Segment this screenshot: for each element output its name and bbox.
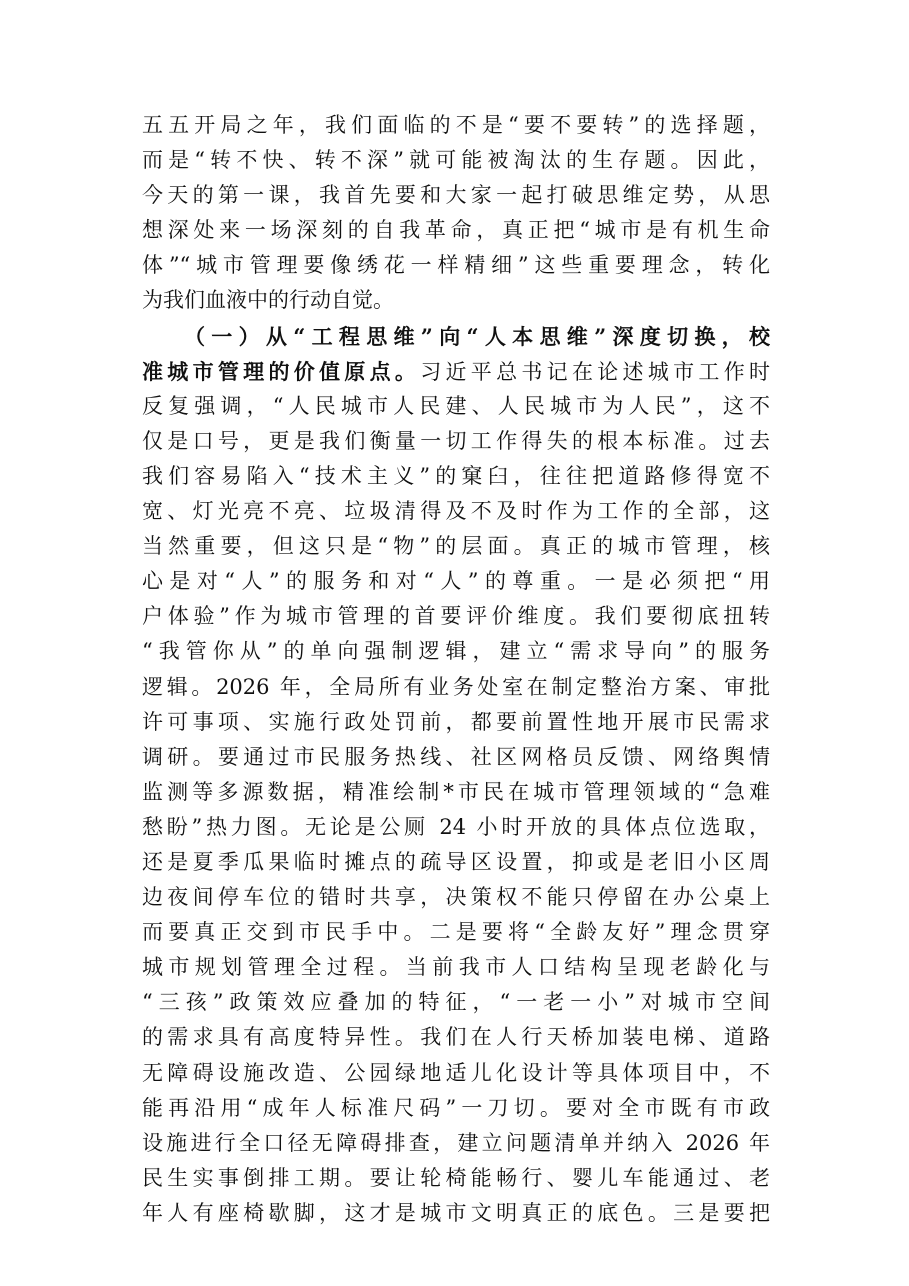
text-segment: 仅是口号，更是我们衡量一切工作得失的根本标准。过去 bbox=[142, 428, 770, 453]
text-line bbox=[142, 705, 770, 740]
text-segment: 宽、灯光亮不亮、垃圾清得及不及时作为工作的全部，这 bbox=[142, 499, 770, 524]
text-segment: 还是夏季瓜果临时摊点的疏导区设置，抑或是老旧小区周 bbox=[142, 849, 770, 874]
text-segment: 愁盼”热力图。无论是公厕 24 小时开放的具体点位选取， bbox=[142, 814, 770, 839]
text-line bbox=[142, 599, 770, 634]
text-segment: 体”“城市管理要像绣花一样精细”这些重要理念，转化 bbox=[142, 253, 770, 278]
text-segment: 边夜间停车位的错时共享，决策权不能只停留在办公桌上 bbox=[142, 885, 770, 910]
text-line bbox=[142, 985, 770, 1020]
text-segment: 而是“转不快、转不深”就可能被淘汰的生存题。因此， bbox=[142, 148, 770, 173]
text-line bbox=[142, 1056, 770, 1091]
text-segment: “三孩”政策效应叠加的特征，“一老一小”对城市空间 bbox=[142, 990, 770, 1015]
text-segment: 无障碍设施改造、公园绿地适儿化设计等具体项目中，不 bbox=[142, 1060, 770, 1085]
text-segment: 反复强调，“人民城市人民建、人民城市为人民”，这不 bbox=[142, 393, 770, 418]
text-segment: 设施进行全口径无障碍排查，建立问题清单并纳入 2026 年 bbox=[142, 1130, 770, 1155]
text-line bbox=[142, 915, 770, 950]
section-heading-line bbox=[142, 319, 770, 354]
text-line bbox=[142, 634, 770, 669]
text-segment: 的需求具有高度特异性。我们在人行天桥加装电梯、道路 bbox=[142, 1025, 770, 1050]
text-segment: 为我们血液中的行动自觉。 bbox=[142, 288, 394, 313]
text-line bbox=[142, 810, 770, 845]
text-line bbox=[142, 178, 770, 213]
text-segment: 五五开局之年，我们面临的不是“要不要转”的选择题， bbox=[142, 113, 770, 137]
text-segment: 我们容易陷入“技术主义”的窠臼，往往把道路修得宽不 bbox=[142, 463, 770, 488]
section-heading: （一）从“工程思维”向“人本思维”深度切换，校 bbox=[184, 323, 770, 349]
text-line bbox=[142, 248, 770, 283]
text-line bbox=[142, 1196, 770, 1231]
text-segment: 调研。要通过市民服务热线、社区网格员反馈、网络舆情 bbox=[142, 744, 770, 769]
text-line bbox=[142, 880, 770, 915]
text-segment: 今天的第一课，我首先要和大家一起打破思维定势，从思 bbox=[142, 183, 770, 208]
text-line bbox=[142, 1161, 770, 1196]
text-line bbox=[142, 108, 770, 143]
text-segment: 心是对“人”的服务和对“人”的尊重。一是必须把“用 bbox=[142, 569, 770, 594]
text-segment: “我管你从”的单向强制逻辑，建立“需求导向”的服务 bbox=[142, 639, 770, 664]
text-line bbox=[142, 1091, 770, 1126]
text-line bbox=[142, 213, 770, 248]
text-segment: 民生实事倒排工期。要让轮椅能畅行、婴儿车能通过、老 bbox=[142, 1165, 770, 1190]
text-segment: 监测等多源数据，精准绘制*市民在城市管理领域的“急难 bbox=[142, 779, 770, 804]
text-line bbox=[142, 389, 770, 424]
text-line bbox=[142, 670, 770, 705]
text-segment: 习近平总书记在论述城市工作时 bbox=[420, 359, 770, 384]
text-segment: 许可事项、实施行政处罚前，都要前置性地开展市民需求 bbox=[142, 709, 770, 734]
text-line bbox=[142, 143, 770, 178]
section-heading: 准城市管理的价值原点。 bbox=[142, 358, 421, 384]
text-line bbox=[142, 950, 770, 985]
text-segment: 想深处来一场深刻的自我革命，真正把“城市是有机生命 bbox=[142, 218, 770, 243]
text-segment: 当然重要，但这只是“物”的层面。真正的城市管理，核 bbox=[142, 534, 770, 559]
text-segment: 能再沿用“成年人标准尺码”一刀切。要对全市既有市政 bbox=[142, 1095, 770, 1120]
text-line bbox=[142, 459, 770, 494]
text-line bbox=[142, 424, 770, 459]
text-segment: 年人有座椅歇脚，这才是城市文明真正的底色。三是要把 bbox=[142, 1200, 770, 1225]
text-line bbox=[142, 564, 770, 599]
text-segment: 而要真正交到市民手中。二是要将“全龄友好”理念贯穿 bbox=[142, 920, 770, 945]
text-line bbox=[142, 283, 770, 318]
text-line bbox=[142, 845, 770, 880]
text-line bbox=[142, 740, 770, 775]
text-line bbox=[142, 1126, 770, 1161]
text-segment: 户体验”作为城市管理的首要评价维度。我们要彻底扭转 bbox=[142, 604, 770, 629]
text-line bbox=[142, 529, 770, 564]
text-segment: 城市规划管理全过程。当前我市人口结构呈现老龄化与 bbox=[142, 955, 770, 980]
text-line bbox=[142, 1020, 770, 1055]
text-segment: 逻辑。2026 年，全局所有业务处室在制定整治方案、审批 bbox=[142, 674, 770, 699]
section-heading-line bbox=[142, 354, 770, 389]
text-line bbox=[142, 494, 770, 529]
text-line bbox=[142, 775, 770, 810]
document-body bbox=[142, 108, 770, 1231]
